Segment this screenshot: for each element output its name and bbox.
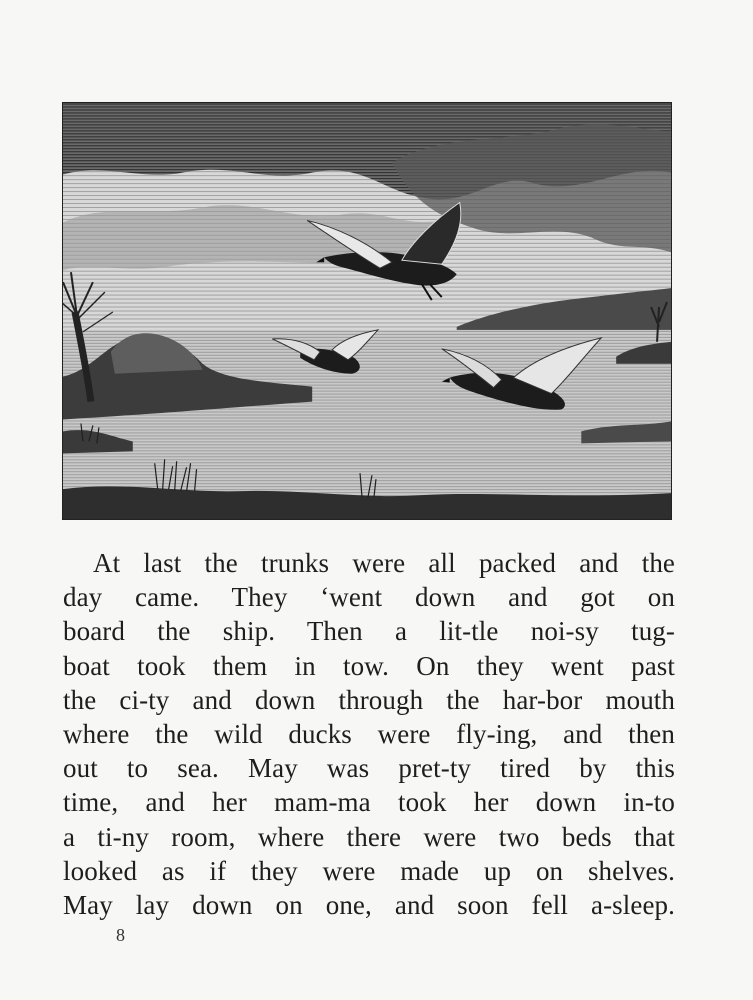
page-number: 8: [116, 925, 125, 945]
story-paragraph: [63, 546, 675, 922]
text-line: a ti-ny room, where there were two beds that: [63, 821, 675, 852]
text-line: time, and her mam-ma took her down in-to: [63, 787, 675, 818]
text-line: boat took them in tow. On they went past: [63, 650, 675, 681]
text-line: board the ship. Then a lit-tle noi-sy tug-: [63, 616, 675, 647]
text-line: At last the trunks were all packed and the: [93, 548, 675, 578]
text-line: looked as if they were made up on shelves.: [63, 855, 675, 886]
duck-engraving-illustration: [62, 102, 672, 520]
text-line: out to sea. May was pret-ty tired by this: [63, 753, 675, 784]
engraving-svg: [63, 103, 671, 519]
text-line: day came. They ʻwent down and got on: [63, 582, 675, 613]
text-line: where the wild ducks were fly-ing, and then: [63, 718, 675, 749]
text-line: the ci-ty and down through the har-bor mouth: [63, 684, 675, 715]
text-line: May lay down on one, and soon fell a-sleep.: [63, 889, 675, 920]
